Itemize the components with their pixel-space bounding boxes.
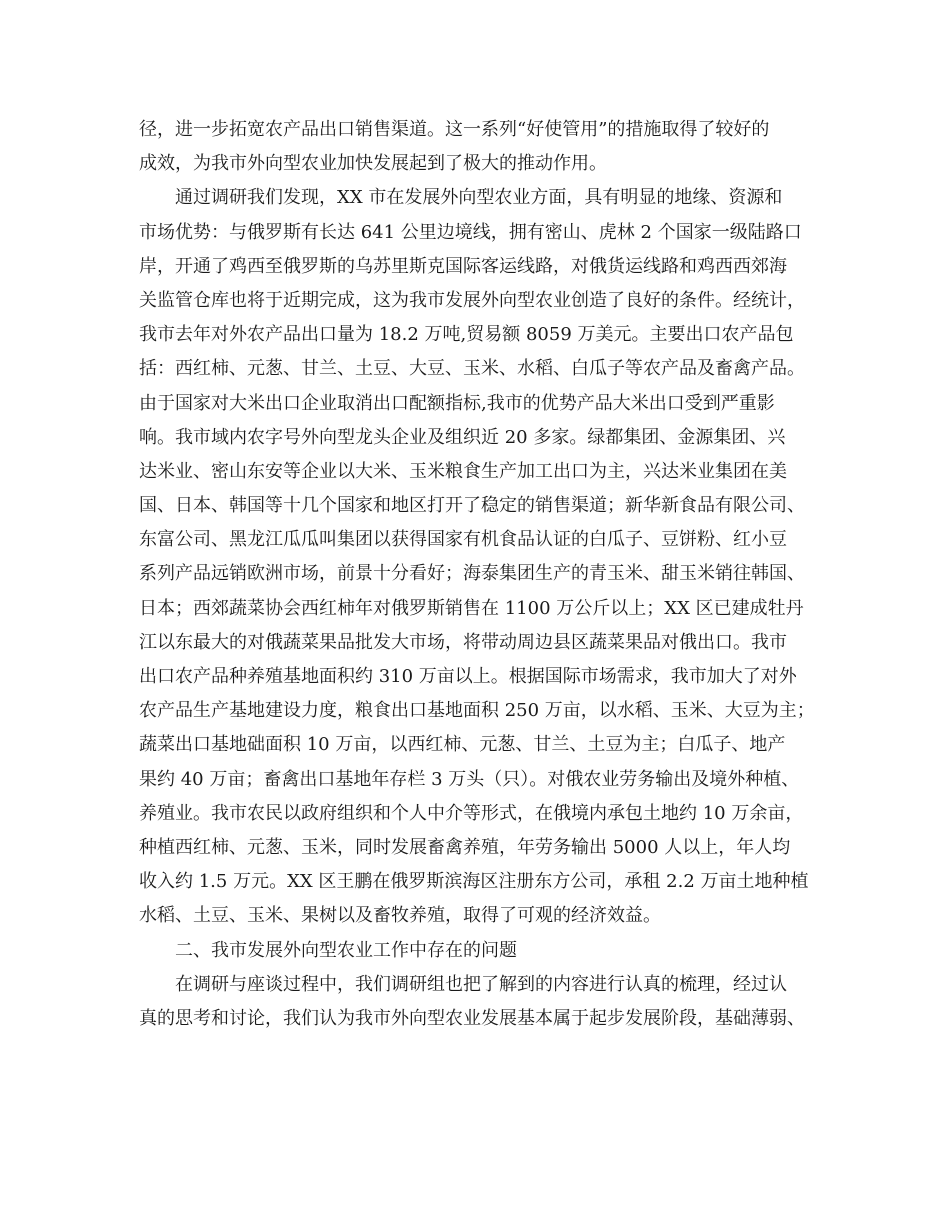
text-line: 径，进一步拓宽农产品出口销售渠道。这一系列“好使管用”的措施取得了较好的 — [139, 119, 770, 140]
text-line: 岸，开通了鸡西至俄罗斯的乌苏里斯克国际客运线路，对俄货运线路和鸡西西郊海 — [139, 255, 787, 277]
text-line: 农产品生产基地建设力度，粮食出口基地面积 250 万亩，以水稻、玉米、大豆为主； — [139, 700, 815, 722]
text-line: 养殖业。我市农民以政府组织和个人中介等形式，在俄境内承包土地约 10 万余亩， — [139, 802, 804, 824]
text-line: 由于国家对大米出口企业取消出口配额指标,我市的优势产品大米出口受到严重影 — [139, 392, 775, 414]
text-line: 果约 40 万亩；畜禽出口基地年存栏 3 万头（只）。对俄农业劳务输出及境外种植、 — [139, 768, 800, 790]
text-line: 出口农产品种养殖基地面积约 310 万亩以上。根据国际市场需求，我市加大了对外 — [139, 666, 797, 687]
section-heading: 二、我市发展外向型农业工作中存在的问题 — [175, 939, 517, 961]
text-line: 种植西红柿、元葱、玉米，同时发展畜禽养殖，年劳务输出 5000 人以上，年人均 — [139, 836, 791, 858]
text-line: 括：西红柿、元葱、甘兰、土豆、大豆、玉米、水稻、白瓜子等农产品及畜禽产品。 — [139, 358, 805, 380]
text-line: 真的思考和讨论，我们认为我市外向型农业发展基本属于起步发展阶段，基础薄弱、 — [139, 1007, 805, 1029]
text-line: 市场优势：与俄罗斯有长达 641 公里边境线，拥有密山、虎林 2 个国家一级陆路口 — [139, 221, 802, 243]
text-line: 水稻、土豆、玉米、果树以及畜牧养殖，取得了可观的经济效益。 — [139, 905, 661, 927]
text-line: 关监管仓库也将于近期完成，这为我市发展外向型农业创造了良好的条件。经统计， — [139, 289, 805, 311]
text-line: 我市去年对外农产品出口量为 18.2 万吨,贸易额 8059 万美元。主要出口农产品包 — [139, 324, 794, 346]
text-line: 达米业、密山东安等企业以大米、玉米粮食生产加工出口为主，兴达米业集团在美 — [139, 460, 787, 482]
document-body — [139, 113, 829, 1036]
text-line: 江以东最大的对俄蔬菜果品批发大市场，将带动周边县区蔬菜果品对俄出口。我市 — [139, 631, 787, 653]
text-line: 收入约 1.5 万元。XX 区王鹏在俄罗斯滨海区注册东方公司，承租 2.2 万亩土地种植 — [139, 871, 809, 893]
text-line: 国、日本、韩国等十几个国家和地区打开了稳定的销售渠道；新华新食品有限公司、 — [139, 495, 805, 517]
text-line: 系列产品远销欧洲市场，前景十分看好；海泰集团生产的青玉米、甜玉米销往韩国、 — [139, 563, 805, 585]
text-line: 响。我市域内农字号外向型龙头企业及组织近 20 多家。绿都集团、金源集团、兴 — [139, 426, 786, 448]
paragraph-start-line: 通过调研我们发现，XX 市在发展外向型农业方面，具有明显的地缘、资源和 — [175, 187, 783, 209]
text-line: 东富公司、黑龙江瓜瓜叫集团以获得国家有机食品认证的白瓜子、豆饼粉、红小豆 — [139, 529, 787, 551]
text-line: 日本；西郊蔬菜协会西红柿年对俄罗斯销售在 1100 万公斤以上；XX 区已建成牡丹 — [139, 597, 804, 619]
paragraph-start-line: 在调研与座谈过程中，我们调研组也把了解到的内容进行认真的梳理，经过认 — [175, 973, 787, 995]
text-line: 蔬菜出口基地础面积 10 万亩，以西红柿、元葱、甘兰、土豆为主；白瓜子、地产 — [139, 734, 786, 756]
text-line: 成效，为我市外向型农业加快发展起到了极大的推动作用。 — [139, 153, 607, 175]
